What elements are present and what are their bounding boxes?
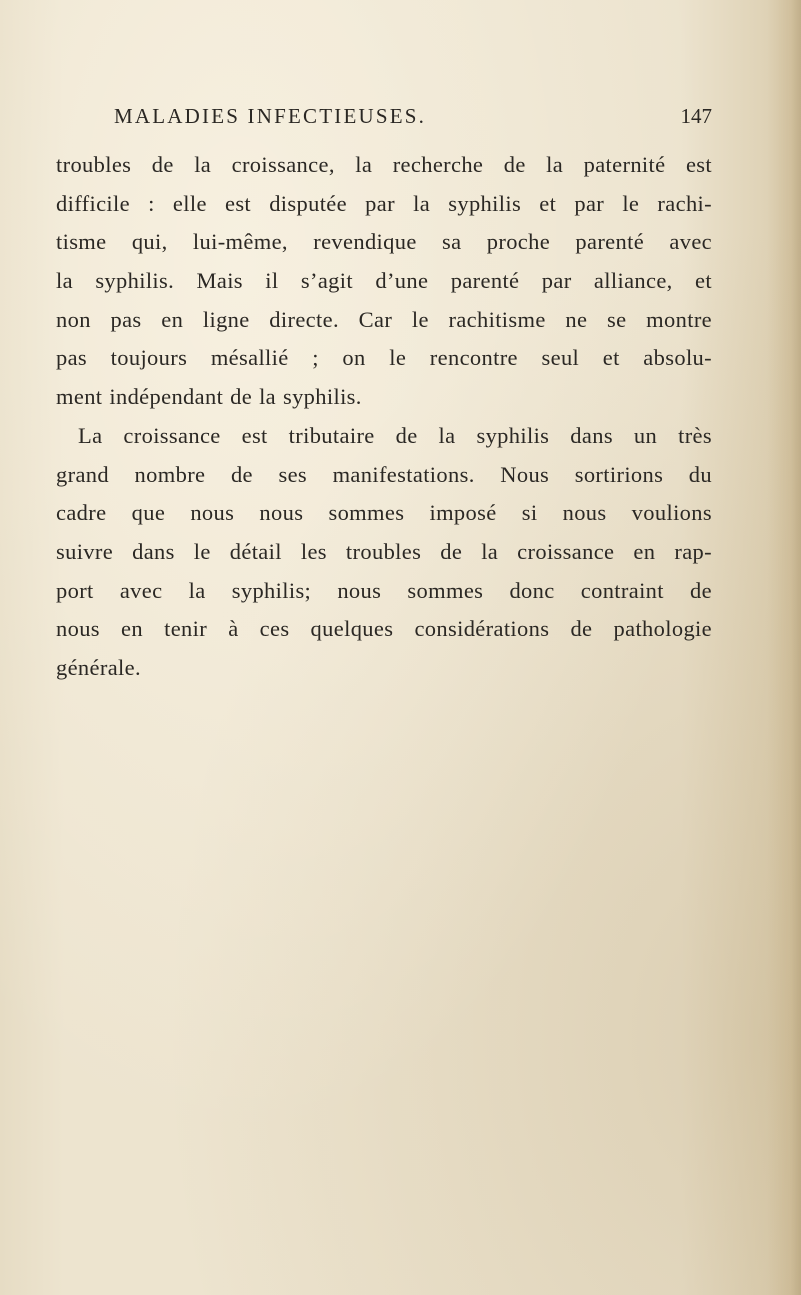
chapter-title: MALADIES INFECTIEUSES. <box>114 104 427 128</box>
page-number: 147 <box>680 104 712 128</box>
text-line: la syphilis. Mais il s’agit d’une parenté par alliance, et <box>56 268 712 294</box>
text-line: troubles de la croissance, la recherche de la paternité est <box>56 152 712 177</box>
page-edge-shading <box>767 0 801 1295</box>
text-line: La croissance est tributaire de la syphilis dans un très <box>78 422 712 448</box>
text-line: nous en tenir à ces quelques considérations de pathologie <box>56 616 712 642</box>
text-line: ment indépendant de la syphilis. <box>56 384 362 410</box>
body-text <box>56 146 712 688</box>
text-line: non pas en ligne directe. Car le rachitisme ne se montre <box>56 306 712 332</box>
text-line: générale. <box>56 654 141 680</box>
text-line: grand nombre de ses manifestations. Nous sortirions du <box>56 461 712 487</box>
text-line: tisme qui, lui-même, revendique sa proche parenté avec <box>56 229 712 255</box>
text-line: port avec la syphilis; nous sommes donc contraint de <box>56 577 712 603</box>
text-line: difficile : elle est disputée par la syphilis et par le rachi- <box>56 190 712 216</box>
text-line: cadre que nous nous sommes imposé si nous voulions <box>56 500 712 526</box>
text-line: pas toujours mésallié ; on le rencontre seul et absolu- <box>56 345 712 371</box>
text-line: suivre dans le détail les troubles de la croissance en rap- <box>56 538 712 564</box>
running-header <box>114 104 712 134</box>
